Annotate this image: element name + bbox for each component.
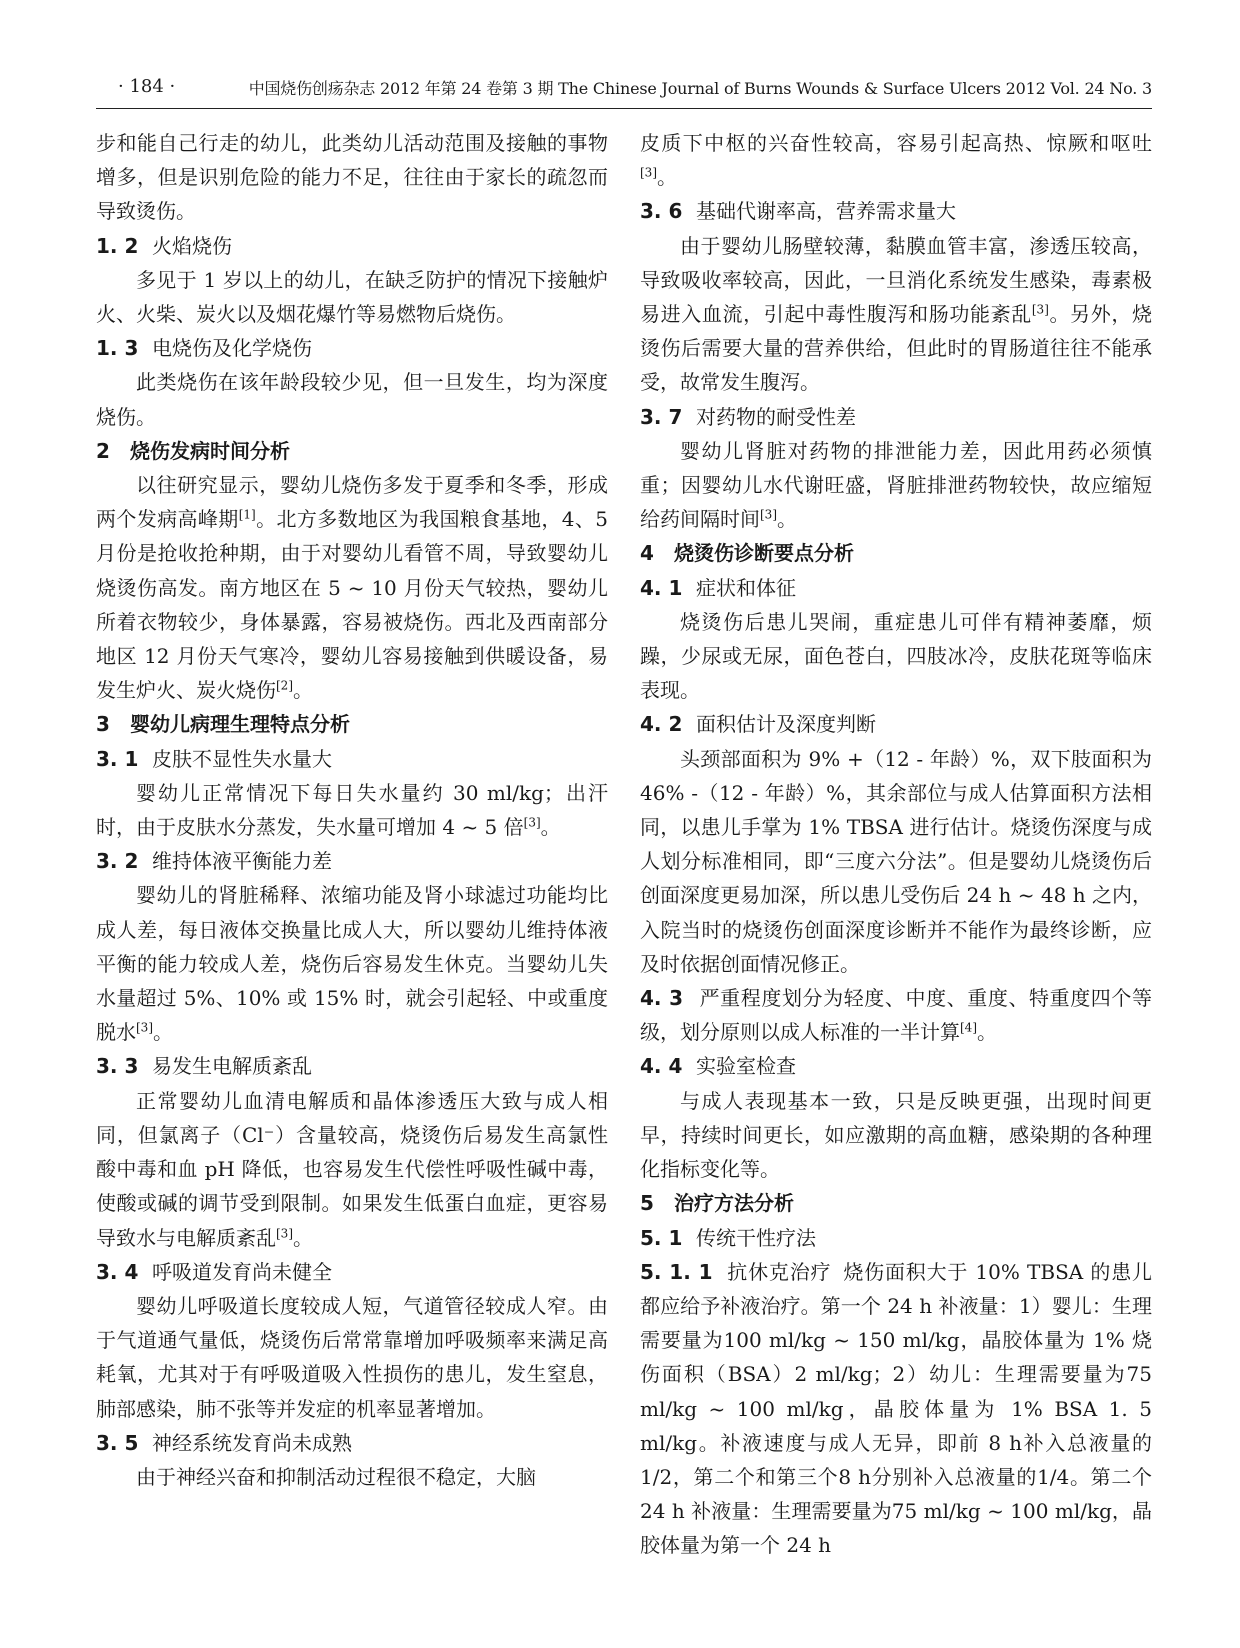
section-heading: 3. 7 对药物的耐受性差 [640,404,856,429]
section-heading: 3. 4 呼吸道发育尚未健全 [96,1259,332,1284]
section-heading: 3. 6 基础代谢率高，营养需求量大 [640,199,956,224]
section-heading: 3. 3 易发生电解质紊乱 [96,1054,312,1079]
section-heading: 4 烧烫伤诊断要点分析 [640,541,854,566]
paragraph: 多见于 1 岁以上的幼儿，在缺乏防护的情况下接触炉火、火柴、炭火以及烟花爆竹等易燃物后烧伤。 [96,267,608,327]
paragraph: 此类烧伤在该年龄段较少见，但一旦发生，均为深度烧伤。 [96,370,608,429]
paragraph: 步和能自己行走的幼儿，此类幼儿活动范围及接触的事物增多，但是识别危险的能力不足，往往由于家长的疏忽而导致烫伤。 [96,131,608,224]
citation: [3] [136,1020,153,1035]
citation: [3] [640,165,657,180]
section-heading: 3 婴幼儿病理生理特点分析 [96,712,350,737]
paragraph: 皮质下中枢的兴奋性较高，容易引起高热、惊厥和呕吐[3]。 [640,131,1152,190]
left-column [96,126,608,1494]
citation: [3] [1031,302,1049,317]
journal-citation: 中国烧伤创疡杂志 2012 年第 24 卷第 3 期 The Chinese Journal of Burns Wounds & Surface Ulcers 2012 Vol. 24 No. 3 [248,79,1152,98]
section-number: 4. 3 [640,986,683,1011]
citation: [2] [276,678,293,693]
citation: [3] [523,815,541,830]
citation: [4] [960,1020,977,1035]
paragraph: 烧烫伤后患儿哭闹，重症患儿可伴有精神萎靡，烦躁，少尿或无尿，面色苍白，四肢冰冷，皮肤花斑等临床表现。 [640,609,1152,703]
paragraph: 正常婴幼儿血清电解质和晶体渗透压大致与成人相同，但氯离子（Cl⁻）含量较高，烧烫伤后易发生高氯性酸中毒和血 pH 降低，也容易发生代偿性呼吸性碱中毒，使酸或碱的调节受到限制。如果发生低蛋白血症，更容易导致水与电解质紊乱[3]。 [96,1088,608,1250]
page-number: · 184 · [118,76,176,97]
section-heading: 4. 4 实验室检查 [640,1054,796,1079]
section-number: 5. 1. 1 [640,1259,713,1284]
inline-heading: 抗休克治疗 [726,1259,832,1284]
section-heading: 3. 2 维持体液平衡能力差 [96,849,332,874]
section-heading: 5. 1 传统干性疗法 [640,1225,816,1250]
citation: [1] [238,507,256,522]
section-heading: 1. 2 火焰烧伤 [96,233,232,258]
paragraph: 由于婴幼儿肠壁较薄，黏膜血管丰富，渗透压较高，导致吸收率较高，因此，一旦消化系统发生感染，毒素极易进入血流，引起中毒性腹泻和肠功能紊乱[3]。另外，烧烫伤后需要大量的营养供给，但此时的胃肠道往往不能承受，故常发生腹泻。 [640,233,1152,395]
citation: [3] [760,507,777,522]
section-heading: 4. 1 症状和体征 [640,575,796,600]
paragraph: 与成人表现基本一致，只是反映更强，出现时间更早，持续时间更长，如应激期的高血糖，感染期的各种理化指标变化等。 [640,1088,1152,1182]
section-heading: 4. 2 面积估计及深度判断 [640,712,876,737]
section-heading: 2 烧伤发病时间分析 [96,438,290,463]
running-header [96,76,1152,109]
citation: [3] [276,1225,293,1240]
section-heading: 3. 5 神经系统发育尚未成熟 [96,1430,352,1455]
paragraph: 婴幼儿呼吸道长度较成人短，气道管径较成人窄。由于气道通气量低，烧烫伤后常常靠增加呼吸频率来满足高耗氧，尤其对于有呼吸道吸入性损伤的患儿，发生窒息，肺部感染，肺不张等并发症的机率显著增加。 [96,1293,608,1421]
paragraph: 由于神经兴奋和抑制活动过程很不稳定，大脑 [136,1464,536,1489]
paragraph: 婴幼儿的肾脏稀释、浓缩功能及肾小球滤过功能均比成人差，每日液体交换量比成人大，所以婴幼儿维持体液平衡的能力较成人差，烧伤后容易发生休克。当婴幼儿失水量超过 5%、10% 或 15% 时，就会引起轻、中或重度脱水[3]。 [96,883,608,1045]
paragraph: 4. 3 严重程度划分为轻度、中度、重度、特重度四个等级，划分原则以成人标准的一半计算[4]。 [640,986,1152,1045]
paragraph: 以往研究显示，婴幼儿烧伤多发于夏季和冬季，形成两个发病高峰期[1]。北方多数地区为我国粮食基地，4、5 月份是抢收抢种期，由于对婴幼儿看管不周，导致婴幼儿烧烫伤高发。南方地区在 5 ~ 10 月份天气较热，婴幼儿所着衣物较少，身体暴露，容易被烧伤。西北及西南部分地区 12 月份天气寒冷，婴幼儿容易接触到供暖设备，易发生炉火、炭火烧伤[2]。 [96,473,609,703]
section-heading: 3. 1 皮肤不显性失水量大 [96,746,332,771]
section-heading: 5 治疗方法分析 [640,1191,794,1216]
paragraph: 头颈部面积为 9% +（12 - 年龄）%，双下肢面积为 46% -（12 - 年龄）%，其余部位与成人估算面积方法相同，以患儿手掌为 1% TBSA 进行估计。烧烫伤深度与成人划分标准相同，即“三度六分法”。但是婴幼儿烧烫伤后创面深度更易加深，所以患儿受伤后 24 h ~ 48 h 之内，入院当时的烧烫伤创面深度诊断并不能作为最终诊断，应及时依据创面情况修正。 [640,746,1152,976]
paragraph: 婴幼儿肾脏对药物的排泄能力差，因此用药必须慎重；因婴幼儿水代谢旺盛，肾脏排泄药物较快，故应缩短给药间隔时间[3]。 [640,438,1152,532]
right-column [640,126,1152,1563]
section-heading: 1. 3 电烧伤及化学烧伤 [96,336,312,361]
paragraph: 5. 1. 1 抗休克治疗 烧伤面积大于 10% TBSA 的患儿都应给予补液治疗。第一个 24 h 补液量：1）婴儿：生理需要量为100 ml/kg ~ 150 ml/kg，晶胶体量为 1% 烧伤面积（BSA）2 ml/kg；2）幼儿：生理需要量为75 ml/kg ~ 100 ml/kg，晶胶体量为 1% BSA 1. 5 ml/kg。补液速度与成人无异，即前 8 h补入总液量的 1/2，第二个和第三个8 h分别补入总液量的1/4。第二个 24 h 补液量：生理需要量为75 ml/kg ~ 100 ml/kg，晶胶体量为第一个 24 h [640,1259,1153,1558]
paragraph: 婴幼儿正常情况下每日失水量约 30 ml/kg；出汗时，由于皮肤水分蒸发，失水量可增加 4 ~ 5 倍[3]。 [96,780,608,840]
